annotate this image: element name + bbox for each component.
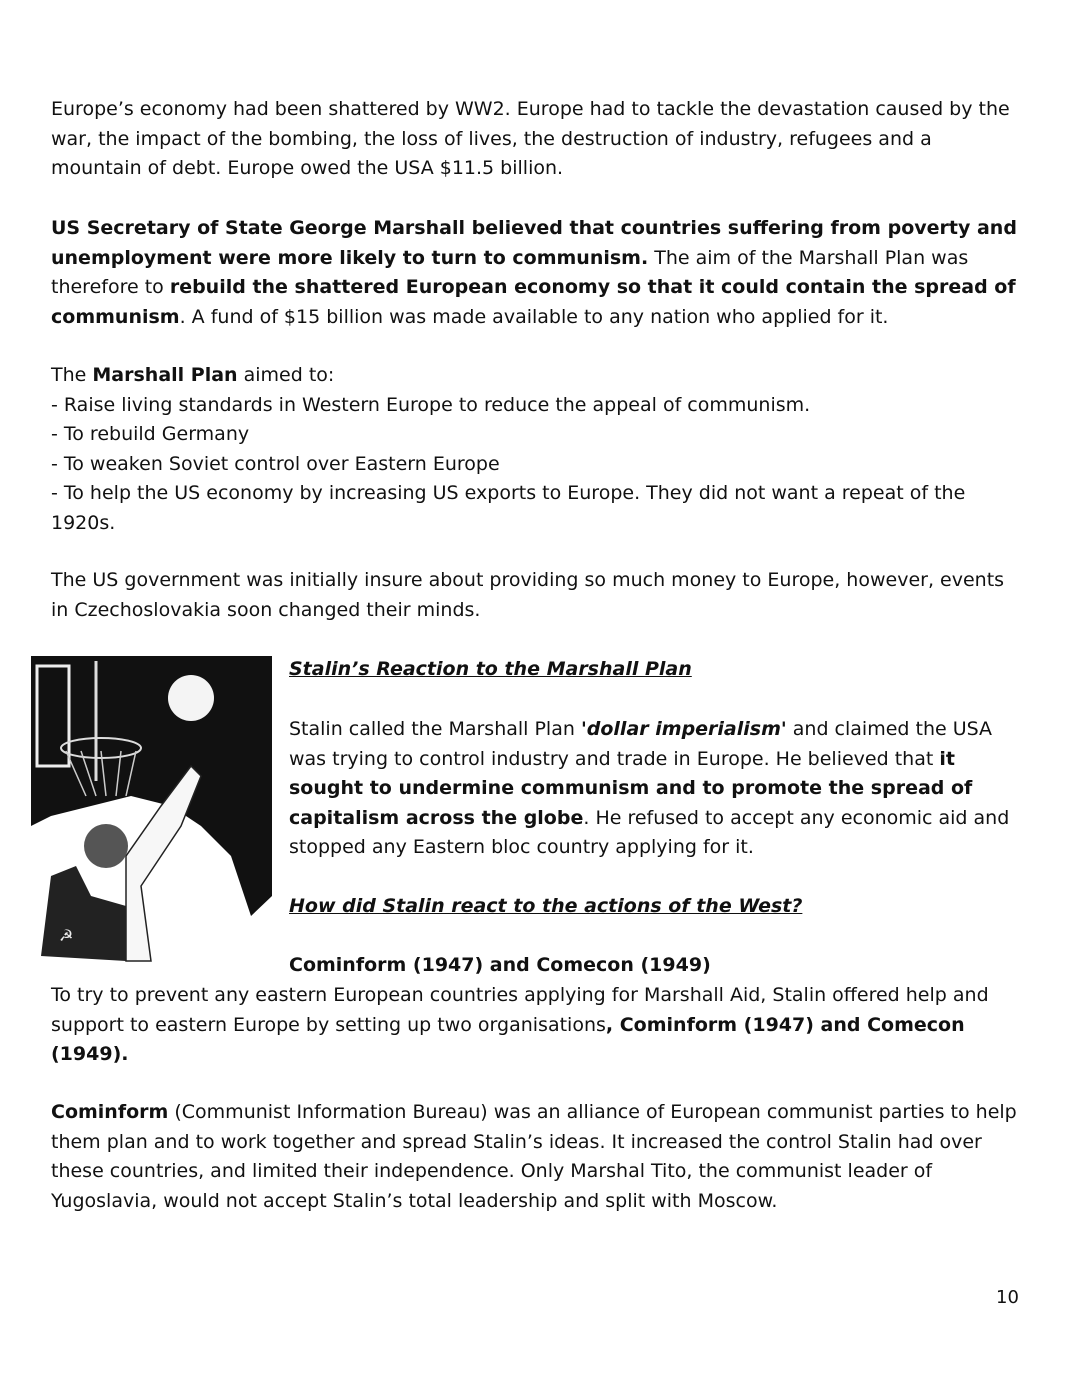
intro-paragraph [51,95,1010,184]
cominform-intro-paragraph [51,981,989,1070]
text-line [51,125,1010,155]
text: in Czechoslovakia soon changed their minds. [51,598,481,621]
text-line [51,95,1010,125]
bold-text: Cominform [51,1101,169,1123]
bold-text: US Secretary of State George Marshall believed that countries suffering from poverty and [51,217,1017,239]
text-line [51,420,965,450]
bold-text: sought to undermine communism and to promote the spread of [289,777,973,799]
text: aimed to: [237,364,335,386]
bold-text: , Cominform (1947) and Comecon [605,1013,965,1036]
stalin-reaction-heading [289,655,692,685]
text-line [51,391,965,421]
text-line [289,892,802,922]
text-line [51,1128,1017,1158]
marshall-plan-aims-list [51,361,965,538]
text: The aim of the Marshall Plan was [648,246,969,269]
text-line [51,244,1017,274]
text-line [51,981,989,1011]
text: To try to prevent any eastern European countries applying for Marshall Aid, Stalin offered help and [51,984,989,1006]
text: Europe’s economy had been shattered by WW2. Europe had to tackle the devastation caused by the [51,98,1010,120]
text-line [51,450,965,480]
page-number: 10 [996,1287,1019,1308]
text-line [51,1098,1017,1128]
text-line [51,1011,989,1041]
text-line [51,214,1017,244]
us-government-paragraph [51,566,1004,625]
text: support to eastern Europe by setting up two organisations [51,1013,606,1036]
bold-text: it [939,747,955,770]
bold-text: Cominform (1947) and Comecon (1949) [289,954,711,976]
text-line [289,774,1009,804]
text: The US government was initially insure about providing so much money to Europe, however, events [51,569,1005,591]
text: . A fund of $15 billion was made available to any nation who applied for it. [179,305,889,328]
text: was trying to control industry and trade in Europe. He believed that [289,747,940,770]
text: Stalin called the Marshall Plan [289,718,581,740]
text: mountain of debt. Europe owed the USA $11.5 billion. [51,157,564,179]
text-line [289,655,692,685]
text-line [289,715,1009,745]
bold-text: unemployment were more likely to turn to communism. [51,246,649,269]
marshall-aim-paragraph [51,214,1017,332]
bold-text: How did Stalin react to the actions of the West? [289,895,803,917]
cominform-comecon-heading [289,951,711,981]
bold-text: (1949). [51,1043,129,1065]
text-line [51,1040,989,1070]
text: therefore to [51,276,170,298]
svg-text:☭: ☭ [59,926,74,945]
text-line [51,566,1004,596]
text: 1920s. [51,511,116,534]
text-line [51,509,965,539]
text: them plan and to work together and spread Stalin’s ideas. It increased the control Stalin had over [51,1130,982,1153]
bold-text: Marshall Plan [92,364,238,386]
text: The [51,364,93,386]
text-line [51,1187,1017,1217]
cominform-paragraph [51,1098,1017,1216]
stalin-basketball-cartoon-image [31,656,272,963]
text: - Raise living standards in Western Europe to reduce the appeal of communism. [51,393,811,416]
text: . He refused to accept any economic aid and [583,806,1010,829]
text: these countries, and limited their independence. Only Marshal Tito, the communist leader of [51,1160,933,1182]
bold-text: communism [51,305,180,328]
text-line [51,154,1010,184]
text: stopped any Eastern bloc country applying for it. [289,836,754,858]
text-line [289,833,1009,863]
text-line [51,1157,1017,1187]
text: - To weaken Soviet control over Eastern Europe [51,452,500,475]
text-line [289,951,711,981]
west-actions-heading [289,892,802,922]
text-line [289,804,1009,834]
text-line [51,273,1017,303]
stalin-reaction-paragraph [289,715,1009,863]
text: - To rebuild Germany [51,423,250,445]
bold-text: Stalin’s Reaction to the Marshall Plan [289,658,692,680]
text-line [51,596,1004,626]
text: war, the impact of the bombing, the loss of lives, the destruction of industry, refugees and a [51,127,932,150]
text: (Communist Information Bureau) was an alliance of European communist parties to help [168,1101,1017,1123]
bold-text: 'dollar imperialism' [580,718,787,740]
text: Yugoslavia, would not accept Stalin’s total leadership and split with Moscow. [51,1189,778,1212]
bold-text: rebuild the shattered European economy so that it could contain the spread of [169,276,1016,298]
text-line [51,303,1017,333]
text-line [289,745,1009,775]
text: and claimed the USA [786,718,993,740]
text: - To help the US economy by increasing US exports to Europe. They did not want a repeat of the [51,482,966,504]
text-line [51,361,965,391]
text-line [51,479,965,509]
bold-text: capitalism across the globe [289,806,584,829]
